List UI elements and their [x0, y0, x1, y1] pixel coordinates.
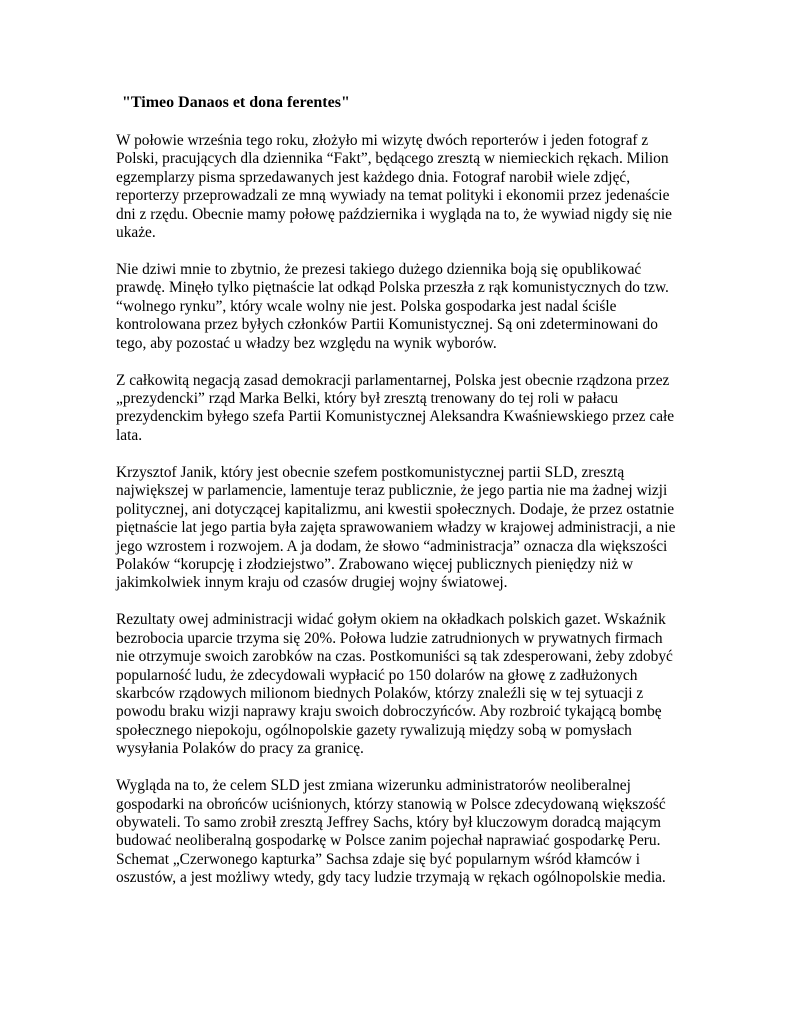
paragraph-5: Rezultaty owej administracji widać gołym okiem na okładkach polskich gazet. Wskaźnik bezrobocia uparcie trzyma się 20%. Połowa ludzie zatrudnionych w prywatnych firmach nie otrzymuje swoich zarobków na czas. Postkomuniści są tak zdesperowani, żeby zdobyć popularność ludu, że zdecydowali wypłacić po 150 dolarów na głowę z zadłużonych skarbców rządowych milionom biednych Polaków, którzy znaleźli się w tej sytuacji z powodu braku wizji naprawy kraju swoich dobroczyńców. Aby rozbroić tykającą bombę społecznego niepokoju, ogólnopolskie gazety rywalizują między sobą w pomysłach wysyłania Polaków do pracy za granicę.: [116, 611, 673, 758]
document-title: "Timeo Danaos et dona ferentes": [122, 94, 350, 111]
document-body: [116, 93, 684, 906]
paragraph-2: Nie dziwi mnie to zbytnio, że prezesi takiego dużego dziennika boją się opublikować prawdę. Minęło tylko piętnaście lat odkąd Polska przeszła z rąk komunistycznych do tzw. “wolnego rynku”, który wcale wolny nie jest. Polska gospodarka jest nadal ściśle kontrolowana przez byłych członków Partii Komunistycznej. Są oni zdeterminowani do tego, aby pozostać u władzy bez względu na wynik wyborów.: [116, 261, 669, 352]
paragraph-6: Wygląda na to, że celem SLD jest zmiana wizerunku administratorów neoliberalnej gospodarki na obrońców uciśnionych, którzy stanowią w Polsce zdecydowaną większość obywateli. To samo zrobił zresztą Jeffrey Sachs, który był kluczowym doradcą mającym budować neoliberalną gospodarkę w Polsce zanim pojechał naprawiać gospodarkę Peru. Schemat „Czerwonego kapturka” Sachsa zdaje się być popularnym wśród kłamców i oszustów, a jest możliwy wtedy, gdy tacy ludzie trzymają w rękach ogólnopolskie media.: [116, 777, 666, 887]
paragraph-1: W połowie września tego roku, złożyło mi wizytę dwóch reporterów i jeden fotograf z Polski, pracujących dla dziennika “Fakt”, będącego zresztą w niemieckich rękach. Milion egzemplarzy pisma sprzedawanych jest każdego dnia. Fotograf narobił wiele zdjęć, reporterzy przeprowadzali ze mną wywiady na temat polityki i ekonomii przez jedenaście dni z rzędu. Obecnie mamy połowę października i wygląda na to, że wywiad nigdy się nie ukaże.: [116, 132, 673, 242]
paragraph-3: Z całkowitą negacją zasad demokracji parlamentarnej, Polska jest obecnie rządzona przez „prezydencki” rząd Marka Belki, który był zresztą trenowany do tej roli w pałacu prezydenckim byłego szefa Partii Komunistycznej Aleksandra Kwaśniewskiego przez całe lata.: [116, 371, 675, 444]
paragraph-4: Krzysztof Janik, który jest obecnie szefem postkomunistycznej partii SLD, zresztą największej w parlamencie, lamentuje teraz publicznie, że jego partia nie ma żadnej wizji politycznej, ani dotyczącej kapitalizmu, ani kwestii społecznych. Dodaje, że przez ostatnie piętnaście lat jego partia była zajęta sprawowaniem władzy w krajowej administracji, a nie jego wzrostem i rozwojem. A ja dodam, że słowo “administracja” oznacza dla większości Polaków “korupcję i złodziejstwo”. Zrabowano więcej publicznych pieniędzy niż w jakimkolwiek innym kraju od czasów drugiej wojny światowej.: [116, 463, 676, 592]
